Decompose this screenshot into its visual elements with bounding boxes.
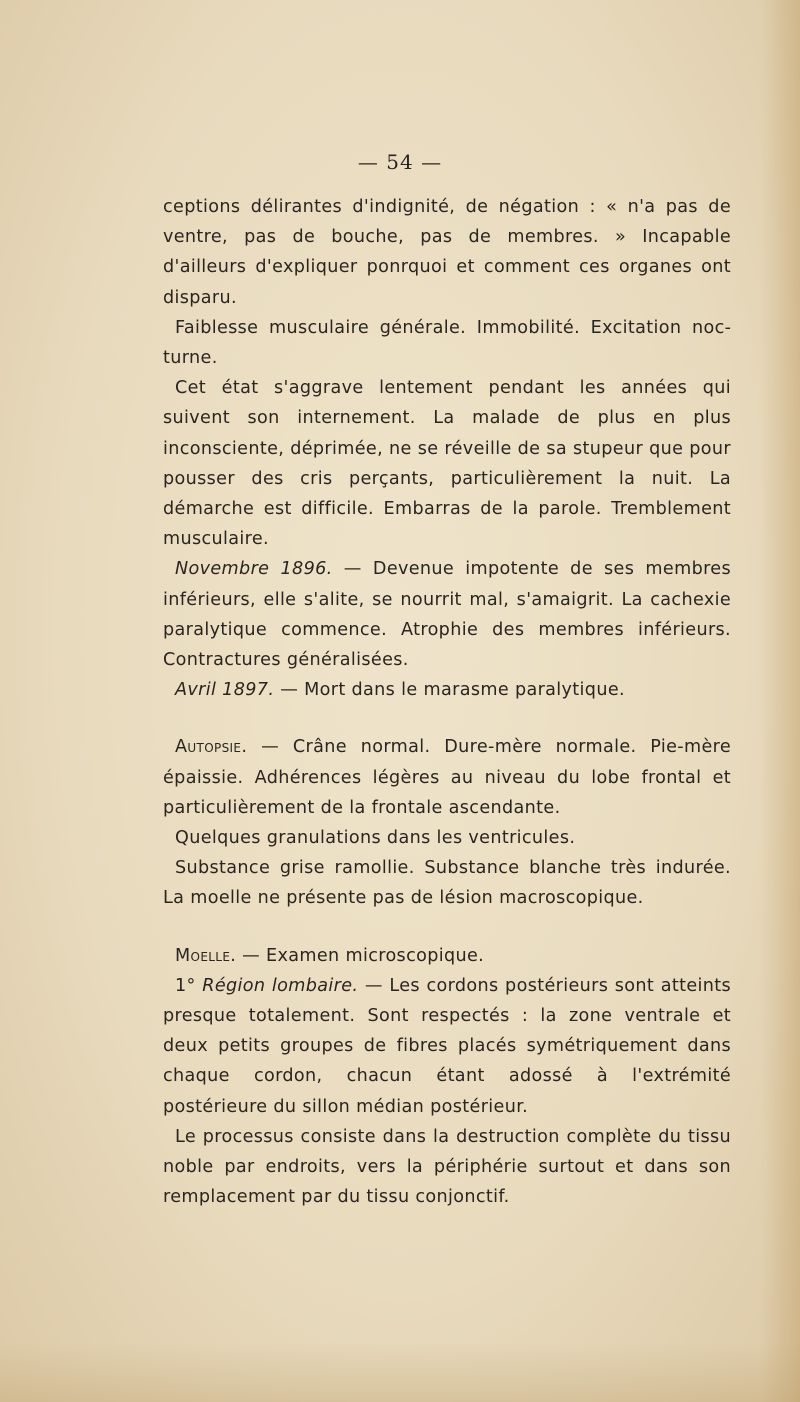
section-heading: Autopsie.: [175, 737, 248, 758]
paragraph-10: 1° Région lombaire. — Les cordons postérieurs sont atteints presque totalement. Sont respectés : la zone ventrale et deux petits groupes de fibres placés symétriquement dans chaque cordon, chacun étant adossé à l'extrémité postérieure du sillon médian postérieur.: [163, 975, 731, 1117]
paragraph-moelle: Moelle. — Examen microscopique.: [175, 945, 485, 966]
page-number: — 54 —: [357, 150, 443, 174]
date-lead: Avril 1897.: [175, 680, 275, 701]
paragraph-1: ceptions délirantes d'indignité, de négation : « n'a pas de ventre, pas de bouche, pas de membres. » Incapable d'ailleurs d'expliquer ponrquoi et comment ces organes ont disparu.: [163, 197, 731, 308]
section-gap: [163, 914, 731, 941]
paragraph-8: Substance grise ramollie. Substance blanche très indurée. La moelle ne présente pas de lésion macroscopique.: [163, 858, 731, 909]
date-lead: Novembre 1896.: [175, 559, 333, 580]
section-gap: [163, 705, 731, 732]
paragraph-5: Avril 1897. — Mort dans le marasme paralytique.: [175, 680, 625, 701]
paragraph-autopsie: Autopsie. — Crâne normal. Dure-mère normale. Pie-mère épaissie. Adhérences légères au niveau du lobe frontal et particulièrement de la frontale ascendante.: [163, 737, 731, 818]
body-text: [163, 192, 731, 1213]
paragraph-4: Novembre 1896. — Devenue impotente de ses membres inférieurs, elle s'alite, se nourrit mal, s'amaigrit. La cachexie paralytique commence. Atrophie des membres inférieurs. Contractures généralisées.: [163, 559, 731, 671]
region-lead: Région lombaire.: [202, 975, 359, 996]
page-edge-shadow: [760, 0, 800, 1402]
paragraph-2: Faiblesse musculaire générale. Immobilité. Excitation nocturne.: [163, 317, 731, 369]
page-bottom-shadow: [0, 1342, 800, 1402]
paragraph-7: Quelques granulations dans les ventricules.: [175, 828, 576, 849]
section-heading: Moelle.: [175, 945, 237, 966]
paragraph-11: Le processus consiste dans la destruction complète du tissu noble par endroits, vers la périphérie surtout et dans son remplacement par du tissu conjonctif.: [163, 1126, 731, 1208]
paragraph-3: Cet état s'aggrave lentement pendant les années qui suivent son internement. La malade de plus en plus inconsciente, déprimée, ne se réveille de sa stupeur que pour pousser des cris perçants, particulièrement la nuit. La démarche est difficile. Embarras de la parole. Tremblement musculaire.: [163, 378, 731, 550]
